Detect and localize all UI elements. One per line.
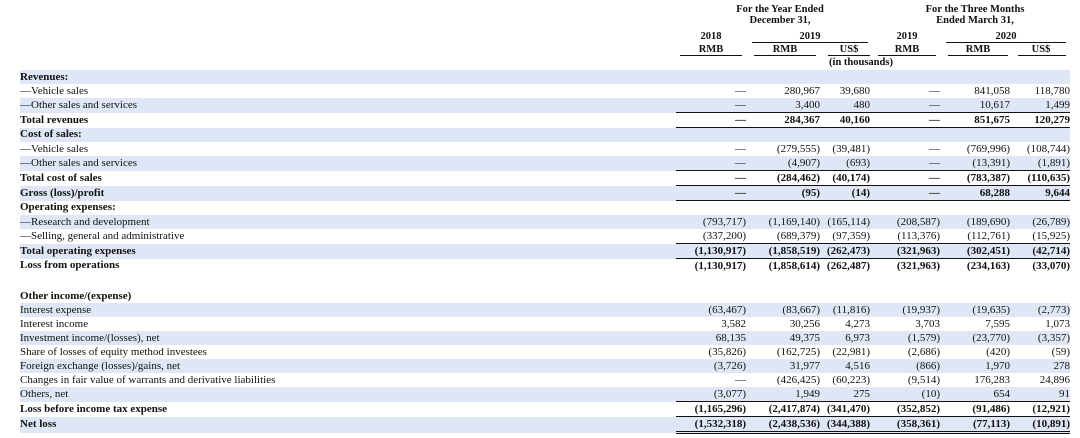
cell-value: (1,532,318) (676, 417, 746, 433)
cell-value: 4,516 (820, 359, 870, 373)
cell-value: (793,717) (676, 215, 746, 229)
cell-value: (77,113) (940, 417, 1010, 433)
cell-value (1010, 128, 1070, 143)
row-label: Other income/(expense) (20, 289, 132, 302)
cell-value: 3,582 (721, 317, 746, 330)
cell-value: (352,852) (870, 402, 940, 417)
cell-value: 9,644 (1010, 186, 1070, 201)
cell-value: (59) (1051, 345, 1070, 358)
cell-value: (83,667) (746, 303, 820, 317)
cell-value: — (870, 113, 940, 128)
cell-value (676, 128, 746, 143)
cell-value: 176,283 (974, 373, 1010, 386)
row-label: —Vehicle sales (20, 84, 89, 97)
table-row (20, 186, 1070, 201)
cell-value: (344,388) (820, 417, 870, 433)
cell-value: (208,587) (870, 215, 940, 229)
cell-value: — (870, 156, 940, 171)
cell-value: (321,963) (896, 259, 940, 272)
cell-value: (3,077) (676, 387, 746, 402)
cell-value (676, 289, 746, 303)
row-label: Others, net (20, 387, 676, 402)
cell-value: (358,361) (870, 417, 940, 433)
header-year-2018: 2018 (700, 31, 722, 42)
cell-value: 91 (1010, 387, 1070, 402)
cell-value: (165,114) (820, 215, 870, 229)
cell-value: (783,387) (940, 171, 1010, 186)
cell-value: (19,635) (940, 303, 1010, 317)
cell-value: (10) (870, 387, 940, 402)
cell-value: 68,288 (940, 186, 1010, 201)
cell-value: 275 (820, 387, 870, 402)
cell-value: (97,359) (820, 229, 870, 244)
cell-value: 24,896 (1039, 373, 1070, 386)
row-label: Cost of sales: (20, 128, 676, 143)
cell-value (676, 201, 746, 216)
table-row (20, 201, 1070, 216)
cell-value: — (676, 186, 746, 201)
cell-value: (302,451) (940, 244, 1010, 259)
row-label: —Selling, general and administrative (20, 229, 185, 242)
cell-value: (262,473) (820, 244, 870, 259)
table-row (20, 244, 1070, 259)
table-row (20, 373, 1070, 387)
cell-value (940, 201, 1010, 216)
cell-value: (1,130,917) (694, 259, 746, 272)
cell-value (676, 70, 746, 84)
table-row (20, 70, 1070, 84)
cell-value: 4,273 (845, 317, 870, 330)
cell-value: — (676, 171, 746, 186)
cell-value: (19,937) (870, 303, 940, 317)
header-currency-2019-usd: US$ (839, 44, 859, 55)
cell-value: 7,595 (985, 317, 1010, 330)
cell-value: 1,499 (1010, 98, 1070, 113)
row-label: Investment income/(losses), net (20, 331, 676, 345)
row-label: Gross (loss)/profit (20, 186, 676, 201)
cell-value: 30,256 (789, 317, 820, 330)
row-label: Total cost of sales (20, 171, 102, 184)
cell-value: 1,970 (940, 359, 1010, 373)
table-row (20, 229, 1070, 244)
cell-value: (689,379) (746, 229, 820, 244)
cell-value (746, 289, 820, 303)
cell-value: 40,160 (820, 113, 870, 128)
cell-value (870, 128, 940, 143)
table-row (20, 345, 1070, 359)
cell-value (940, 70, 1010, 84)
cell-value: 49,375 (746, 331, 820, 345)
cell-value: (1,579) (870, 331, 940, 345)
table-row (20, 317, 1070, 331)
cell-value: (2,773) (1010, 303, 1070, 317)
cell-value: (1,165,296) (676, 402, 746, 417)
header-currency-2019q1-rmb: RMB (894, 44, 920, 55)
cell-value: (23,770) (940, 331, 1010, 345)
cell-value: (33,070) (1032, 259, 1070, 272)
row-label: Total revenues (20, 113, 89, 126)
cell-value: (15,925) (1010, 229, 1070, 244)
cell-value: — (735, 84, 746, 97)
cell-value: 278 (1010, 359, 1070, 373)
table-row (20, 331, 1070, 345)
cell-value (940, 289, 1010, 303)
header-currency-2019-rmb: RMB (772, 44, 798, 55)
cell-value: (110,635) (1010, 171, 1070, 186)
cell-value: (113,376) (870, 229, 940, 244)
cell-value: (22,981) (832, 345, 870, 358)
cell-value: (162,725) (776, 345, 820, 358)
table-row (20, 84, 1070, 98)
cell-value: 841,058 (974, 84, 1010, 97)
cell-value: 68,135 (676, 331, 746, 345)
cell-value (746, 70, 820, 84)
cell-value: (35,826) (708, 345, 746, 358)
cell-value: — (676, 98, 746, 113)
row-label: Net loss (20, 417, 676, 433)
table-row (20, 128, 1070, 143)
cell-value: 480 (820, 98, 870, 113)
cell-value (1010, 70, 1070, 84)
table-row (20, 273, 1070, 289)
cell-value: (63,467) (676, 303, 746, 317)
cell-value: 39,680 (839, 84, 870, 97)
cell-value: 1,073 (1045, 317, 1070, 330)
cell-value: (13,391) (940, 156, 1010, 171)
table-row (20, 156, 1070, 171)
cell-value: (234,163) (966, 259, 1010, 272)
cell-value (746, 128, 820, 143)
row-label: —Vehicle sales (20, 142, 89, 155)
cell-value: 284,367 (746, 113, 820, 128)
row-label: Interest income (20, 317, 89, 330)
cell-value (1010, 201, 1070, 216)
table-row (20, 402, 1070, 417)
cell-value: — (676, 113, 746, 128)
table-row (20, 359, 1070, 373)
cell-value: (321,963) (870, 244, 940, 259)
cell-value: (279,555) (776, 142, 820, 155)
cell-value: (11,816) (820, 303, 870, 317)
cell-value (820, 70, 870, 84)
cell-value: (39,481) (832, 142, 870, 155)
cell-value: (3,357) (1010, 331, 1070, 345)
header-year-2019-q1: 2019 (896, 31, 918, 42)
cell-value: (40,174) (820, 171, 870, 186)
header-year-2020-q1: 2020 (995, 31, 1017, 42)
cell-value: (2,417,874) (746, 402, 820, 417)
cell-value: (112,761) (940, 229, 1010, 244)
cell-value: (95) (746, 186, 820, 201)
cell-value: (1,130,917) (676, 244, 746, 259)
cell-value: (91,486) (940, 402, 1010, 417)
cell-value: — (676, 156, 746, 171)
cell-value: 1,949 (746, 387, 820, 402)
cell-value: (108,744) (1026, 142, 1070, 155)
cell-value: — (870, 171, 940, 186)
row-label: —Other sales and services (20, 98, 676, 113)
cell-value: — (870, 98, 940, 113)
row-label: Total operating expenses (20, 244, 676, 259)
cell-value (746, 201, 820, 216)
cell-value: (341,470) (820, 402, 870, 417)
table-row (20, 417, 1070, 433)
cell-value: (337,200) (676, 229, 746, 244)
header-currency-2020q1-usd: US$ (1031, 44, 1051, 55)
cell-value (870, 70, 940, 84)
row-label: Revenues: (20, 70, 676, 84)
cell-value (820, 201, 870, 216)
row-label: Operating expenses: (20, 201, 116, 214)
cell-value: 10,617 (940, 98, 1010, 113)
cell-value: (284,462) (746, 171, 820, 186)
cell-value: (42,714) (1010, 244, 1070, 259)
header-year-ended: For the Year Ended December 31, (736, 4, 824, 26)
cell-value: 6,973 (820, 331, 870, 345)
cell-value: (26,789) (1010, 215, 1070, 229)
cell-value (870, 289, 940, 303)
header-currency-2020q1-rmb: RMB (965, 44, 991, 55)
row-label: Share of losses of equity method investees (20, 345, 207, 358)
table-row (20, 142, 1070, 156)
cell-value: (10,891) (1010, 417, 1070, 433)
cell-value: (12,921) (1010, 402, 1070, 417)
cell-value: (262,487) (826, 259, 870, 272)
cell-value (820, 128, 870, 143)
header-year-2019: 2019 (799, 31, 821, 42)
header-currency-2018-rmb: RMB (698, 44, 724, 55)
cell-value: (1,891) (1010, 156, 1070, 171)
cell-value: (4,907) (746, 156, 820, 171)
cell-value (870, 201, 940, 216)
row-label: Foreign exchange (losses)/gains, net (20, 359, 676, 373)
cell-value: (9,514) (907, 373, 940, 386)
cell-value (940, 128, 1010, 143)
header-three-months: For the Three Months Ended March 31, (925, 4, 1025, 26)
cell-value: 3,400 (746, 98, 820, 113)
cell-value: 118,780 (1034, 84, 1070, 97)
header-in-thousands: (in thousands) (829, 57, 893, 68)
cell-value: (189,690) (940, 215, 1010, 229)
cell-value: (2,686) (907, 345, 940, 358)
cell-value: (866) (870, 359, 940, 373)
cell-value: 654 (940, 387, 1010, 402)
cell-value: 280,967 (784, 84, 820, 97)
row-label: Interest expense (20, 303, 676, 317)
table-row (20, 113, 1070, 128)
cell-value: — (929, 84, 940, 97)
cell-value: (1,858,519) (746, 244, 820, 259)
cell-value: (14) (820, 186, 870, 201)
cell-value: (693) (820, 156, 870, 171)
row-label: —Research and development (20, 215, 676, 229)
cell-value: (3,726) (676, 359, 746, 373)
financial-table (20, 70, 1070, 434)
cell-value: (2,438,536) (746, 417, 820, 433)
cell-value: 3,703 (915, 317, 940, 330)
cell-value: 31,977 (746, 359, 820, 373)
cell-value: (60,223) (832, 373, 870, 386)
row-label: —Other sales and services (20, 156, 676, 171)
row-label: Loss from operations (20, 259, 120, 272)
cell-value: (420) (986, 345, 1010, 358)
cell-value: 851,675 (940, 113, 1010, 128)
table-row (20, 98, 1070, 113)
row-label: Loss before income tax expense (20, 402, 168, 415)
cell-value: — (735, 142, 746, 155)
table-row (20, 387, 1070, 402)
table-row (20, 259, 1070, 274)
cell-value: (1,858,614) (768, 259, 820, 272)
table-row (20, 171, 1070, 186)
cell-value (1010, 289, 1070, 303)
cell-value: — (735, 373, 746, 386)
table-row (20, 289, 1070, 303)
cell-value (820, 289, 870, 303)
cell-value: (426,425) (776, 373, 820, 386)
table-row (20, 215, 1070, 229)
cell-value: 120,279 (1010, 113, 1070, 128)
cell-value: (769,996) (966, 142, 1010, 155)
row-label: Changes in fair value of warrants and derivative liabilities (20, 373, 276, 386)
cell-value: — (870, 186, 940, 201)
cell-value: — (929, 142, 940, 155)
table-row (20, 303, 1070, 317)
cell-value: (1,169,140) (746, 215, 820, 229)
